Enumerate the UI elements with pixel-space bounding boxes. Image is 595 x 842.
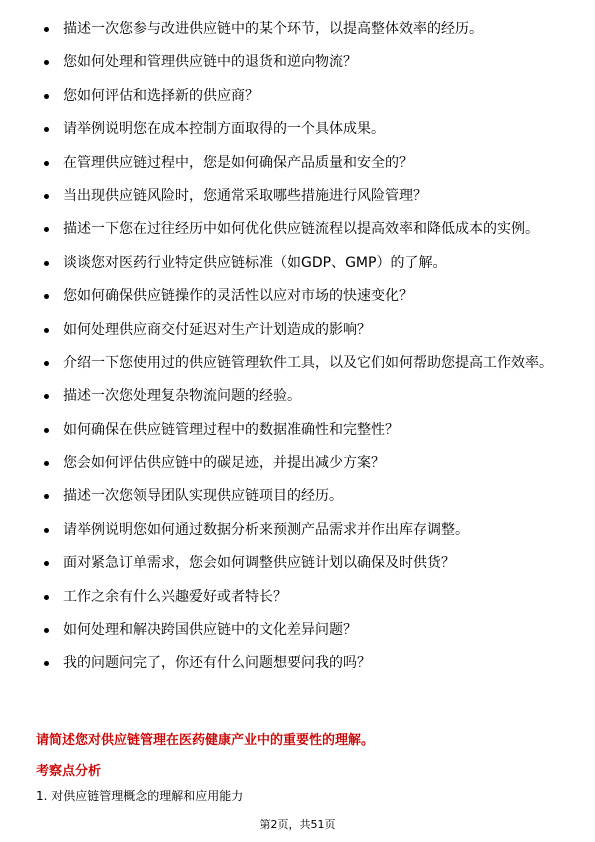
question-text: 如何确保在供应链管理过程中的数据准确性和完整性？ (63, 421, 399, 438)
list-item (40, 253, 560, 274)
bullet-icon (44, 561, 49, 566)
bullet-icon (44, 161, 49, 166)
question-text: 描述一下您在过往经历中如何优化供应链流程以提高效率和降低成本的实例。 (63, 221, 539, 238)
bullet-icon (44, 661, 49, 666)
analysis-label: 考察点分析 (36, 764, 102, 779)
question-text: 面对紧急订单需求，您会如何调整供应链计划以确保及时供货？ (63, 555, 455, 572)
bullet-icon (44, 227, 49, 232)
list-item (40, 453, 560, 474)
list-item (40, 286, 560, 307)
question-text: 描述一次您处理复杂物流问题的经验。 (63, 388, 301, 405)
list-item (40, 587, 560, 608)
question-text: 工作之余有什么兴趣爱好或者特长？ (63, 588, 287, 605)
question-list (40, 19, 560, 687)
list-item (40, 653, 560, 674)
bullet-icon (44, 628, 49, 633)
bullet-icon (44, 261, 49, 266)
question-text: 您如何处理和管理供应链中的退货和逆向物流？ (63, 54, 357, 71)
list-item (40, 119, 560, 140)
list-item (40, 153, 560, 174)
question-text: 谈谈您对医药行业特定供应链标准（如GDP、GMP）的了解。 (63, 254, 447, 271)
list-item (40, 19, 560, 40)
list-item (40, 486, 560, 507)
bullet-icon (44, 528, 49, 533)
bullet-icon (44, 428, 49, 433)
question-text: 当出现供应链风险时，您通常采取哪些措施进行风险管理？ (63, 187, 427, 204)
bullet-icon (44, 294, 49, 299)
bullet-icon (44, 94, 49, 99)
bullet-icon (44, 595, 49, 600)
bullet-icon (44, 394, 49, 399)
question-text: 您如何评估和选择新的供应商？ (63, 87, 259, 104)
bullet-icon (44, 328, 49, 333)
list-item (40, 52, 560, 73)
analysis-item: 1. 对供应链管理概念的理解和应用能力 (36, 789, 244, 803)
question-text: 请举例说明您在成本控制方面取得的一个具体成果。 (63, 121, 385, 138)
page-footer: 第2页，共51页 (259, 818, 336, 831)
question-text: 请举例说明您如何通过数据分析来预测产品需求并作出库存调整。 (63, 521, 469, 538)
list-item (40, 186, 560, 207)
question-text: 您如何确保供应链操作的灵活性以应对市场的快速变化？ (63, 288, 413, 305)
bullet-icon (44, 127, 49, 132)
question-text: 我的问题问完了，你还有什么问题想要问我的吗？ (63, 655, 371, 672)
bullet-icon (44, 27, 49, 32)
list-item (40, 320, 560, 341)
list-item (40, 219, 560, 240)
bullet-icon (44, 60, 49, 65)
bullet-icon (44, 194, 49, 199)
question-text: 如何处理和解决跨国供应链中的文化差异问题？ (63, 622, 357, 639)
bullet-icon (44, 494, 49, 499)
question-text: 描述一次您参与改进供应链中的某个环节，以提高整体效率的经历。 (63, 21, 483, 37)
section-heading: 请简述您对供应链管理在医药健康产业中的重要性的理解。 (36, 733, 375, 748)
list-item (40, 420, 560, 441)
question-text: 介绍一下您使用过的供应链管理软件工具，以及它们如何帮助您提高工作效率。 (63, 354, 553, 371)
bullet-icon (44, 361, 49, 366)
question-text: 如何处理供应商交付延迟对生产计划造成的影响？ (63, 321, 371, 338)
question-text: 在管理供应链过程中，您是如何确保产品质量和安全的？ (63, 154, 413, 171)
question-text: 您会如何评估供应链中的碳足迹，并提出减少方案？ (63, 455, 385, 472)
bullet-icon (44, 461, 49, 466)
list-item (40, 520, 560, 541)
list-item (40, 386, 560, 407)
list-item (40, 553, 560, 574)
question-text: 描述一次您领导团队实现供应链项目的经历。 (63, 488, 343, 505)
list-item (40, 353, 560, 374)
list-item (40, 86, 560, 107)
list-item (40, 620, 560, 641)
